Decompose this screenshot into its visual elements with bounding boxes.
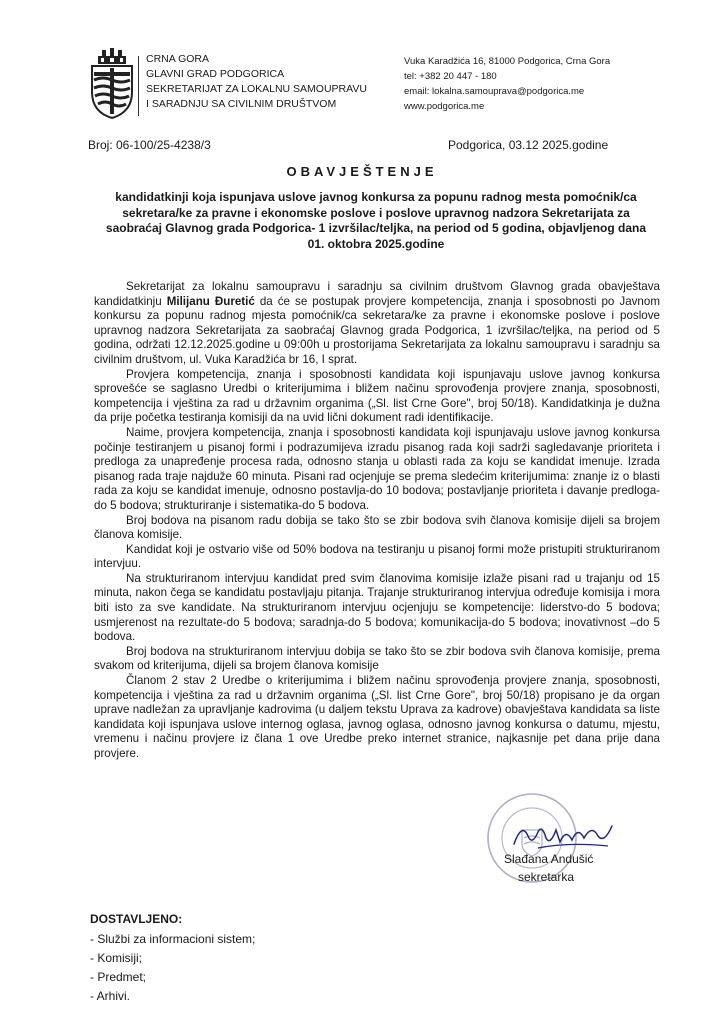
distribution-item: - Komisiji; (90, 951, 143, 965)
paragraph-1-text-b: da će se postupak provjere kompetencija, znanja i sposobnosti po Javnom konkursu za popunu radnog mjesta pomoćnik/ca sekretara/ke za pravne i ekonomske poslove i poslove upravnog nadzora Sekretarijata za saobraćaj Glavnog grada Podgorica, 1 izvršilac/teljka, na period od 5 godina, održati 12.12.2025.godine u 09:00h u prostorijama Sekretarijata za lokalnu samoupravu i saradnju sa civilnim društvom, ul. Vuka Karadžića br 16, I sprat. (94, 294, 660, 366)
contact-email: email: lokalna.samouprava@podgorica.me (404, 86, 585, 97)
distribution-item: - Službi za informacioni sistem; (90, 932, 256, 946)
document-number: Broj: 06-100/25-4238/3 (88, 138, 211, 152)
contact-phone: tel: +382 20 447 - 180 (404, 71, 497, 82)
paragraph-1 (94, 280, 660, 368)
paragraph-6: Na strukturiranom intervjuu kandidat pred svim članovima komisije izlaže pisani rad u trajanju od 15 minuta, nakon čega se kandidatu postavljaju pitanja. Trajanje strukturiranog intervjua određuje komisija i mora biti isto za sve kandidate. Na strukturiranom intervjuu ocjenjuju se kompetencije: liderstvo-do 5 bodova; usmjerenost na rezultate-do 5 bodova; saradnja-do 5 bodova; komunikacija-do 5 bodova; inovativnost –do 5 bodova. (94, 571, 660, 644)
org-line-secretariat: SEKRETARIJAT ZA LOKALNU SAMOUPRAVU (146, 83, 367, 95)
org-line-country: CRNA GORA (146, 53, 210, 65)
signer-name: Slađana Andušić (504, 852, 594, 866)
distribution-item: - Arhivi. (90, 989, 131, 1003)
org-line-city: GLAVNI GRAD PODGORICA (146, 68, 285, 80)
paragraph-7: Broj bodova na strukturiranom intervjuu dobija se tako što se zbir bodova svih članova komisije, prema svakom od kriterijuma, dijeli sa brojem članova komisije (94, 644, 660, 673)
contact-address: Vuka Karadžića 16, 81000 Podgorica, Crna Gora (404, 56, 611, 67)
document-title: OBAVJEŠTENJE (286, 164, 438, 179)
header-divider (138, 56, 139, 116)
paragraph-1-text-a: Sekretarijat za lokalnu samoupravu i saradnju sa civilnim društvom Glavnog grada obavještava kandidatkinju (94, 280, 660, 308)
candidate-name: Milijanu Đuretić (166, 294, 255, 308)
contact-website: www.podgorica.me (404, 101, 485, 112)
distribution-title: DOSTAVLJENO: (90, 912, 183, 926)
distribution-item: - Predmet; (90, 970, 147, 984)
organization-header (146, 52, 396, 112)
coat-of-arms-icon (88, 48, 136, 120)
contact-block (404, 54, 704, 114)
document-subject: kandidatkinji koja ispunjava uslove javnog konkursa za popunu radnog mesta pomoćnik/ca sekretara/ke za pravne i ekonomske poslove i poslove upravnog nadzora Sekretarijata za saobraćaj Glavnog grada Podgorica- 1 izvršilac/teljka, na period od 5 godina, objavljenog dana 01. oktobra 2025.godine (105, 190, 647, 251)
paragraph-2: Provjera kompetencija, znanja i sposobnosti kandidata koji ispunjavaju uslove javnog konkursa sprovešće se saglasno Uredbi o kriterijumima i bližem načinu sprovođenja provjere znanja, sposobnosti, kompetencija i vještina za rad u državnim organima („Sl. list Crne Gore", broj 50/18). Kandidatkinja je dužna da prije početka testiranja komisiji da na uvid lični dokument radi identifikacije. (94, 367, 660, 425)
distribution-list (90, 930, 255, 1006)
document-date: Podgorica, 03.12 2025.godine (448, 138, 609, 152)
paragraph-4: Broj bodova na pisanom radu dobija se tako što se zbir bodova svih članova komisije dijeli sa brojem članova komisije. (94, 513, 660, 542)
signer-role: sekretarka (518, 870, 575, 884)
document-body (94, 280, 660, 762)
paragraph-8: Članom 2 stav 2 Uredbe o kriterijumima i bližem načinu sprovođenja provjere znanja, sposobnosti, kompetencija i vještina za rad u državnim organima („Sl. list Crne Gore", broj 50/18) propisano je da organ uprave nadležan za upravljanje kadrovima (u daljem tekstu Uprava za kadrove) obavještava kandidata sa liste kandidata koji ispunjava uslove internog oglasa, javnog oglasa, odnosno javnog konkursa o datumu, mjestu, vremenu i načinu provjere iz člana 1 ove Uredbe preko internet stranice, najkasnije pet dana prije dana provjere. (94, 674, 660, 760)
handwritten-signature-icon (508, 818, 618, 852)
org-line-secretariat-cont: I SARADNJU SA CIVILNIM DRUŠTVOM (146, 98, 337, 110)
paragraph-5: Kandidat koji je ostvario više od 50% bodova na testiranju u pisanoj formi može pristupiti strukturiranom intervjuu. (94, 542, 660, 571)
paragraph-3: Naime, provjera kompetencija, znanja i sposobnosti kandidata koji ispunjavaju uslove javnog konkursa počinje testiranjem u pisanoj formi i podrazumijeva izradu pisanog rada koji sadrži sagledavanje prioriteta i predloga za unapređenje procesa rada, odnosno stanja u oblasti rada za koju se kandidat imenuje. Izrada pisanog rada traje najduže 60 minuta. Pisani rad ocjenjuje se prema sledećim kriterijumima: znanje iz o blasti rada za koju se kandidat imenuje, odnosno postavlja-do 10 bodova; postavljanje prioriteta i davanje predloga-do 5 bodova; strukturiranje i sistematika-do 5 bodova. (94, 425, 660, 512)
